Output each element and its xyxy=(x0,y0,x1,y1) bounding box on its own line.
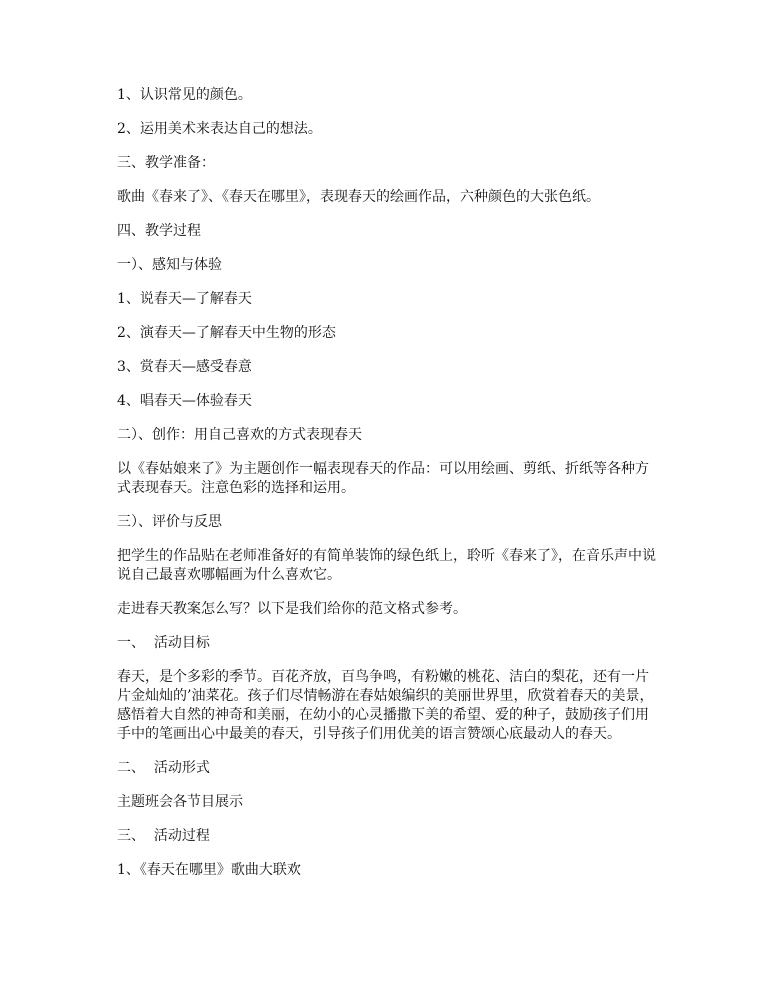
section-heading-activity-form: 二、 活动形式 xyxy=(117,760,210,776)
section-heading-preparation: 三、教学准备： xyxy=(117,155,215,171)
activity-form-text: 主题班会各节目展示 xyxy=(117,794,243,810)
document-page xyxy=(117,86,657,895)
evaluation-text: 把学生的作品贴在老师准备好的有简单装饰的绿色纸上，聆听《春来了》，在音乐声中说说自己最喜欢哪幅画为什么喜欢它。 xyxy=(117,548,656,583)
goal-item-2: 2、运用美术来表达自己的想法。 xyxy=(117,121,322,137)
activity-process-item-1: 1、《春天在哪里》歌曲大联欢 xyxy=(117,862,301,878)
process-item-4: 4、唱春天—体验春天 xyxy=(117,393,252,409)
subsection-heading-perception: 一）、感知与体验 xyxy=(117,257,222,273)
section-heading-activity-process: 三、 活动过程 xyxy=(117,828,210,844)
activity-goal-text: 春天，是个多彩的季节。百花齐放，百鸟争鸣，有粉嫩的桃花、洁白的梨花，还有一片片金灿灿的’油菜花。孩子们尽情畅游在春姑娘编织的美丽世界里，欣赏着春天的美景，感悟着大自然的神奇和美丽，在幼小的心灵播撒下美的希望、爱的种子，鼓励孩子们用手中的笔画出心中最美的春天，引导孩子们用优美的语言赞颂心底最动人的春天。 xyxy=(117,669,654,742)
subsection-heading-creation: 二）、创作：用自己喜欢的方式表现春天 xyxy=(117,427,362,443)
intro-text: 走进春天教案怎么写？以下是我们给你的范文格式参考。 xyxy=(117,601,467,617)
creation-text: 以《春姑娘来了》为主题创作一幅表现春天的作品：可以用绘画、剪纸、折纸等各种方式表现春天。注意色彩的选择和运用。 xyxy=(117,461,649,496)
process-item-3: 3、赏春天—感受春意 xyxy=(117,359,252,375)
section-heading-activity-goal: 一、 活动目标 xyxy=(117,635,210,651)
goal-item-1: 1、认识常见的颜色。 xyxy=(117,87,252,103)
process-item-2: 2、演春天—了解春天中生物的形态 xyxy=(117,325,336,341)
section-heading-process: 四、教学过程 xyxy=(117,223,201,239)
preparation-text: 歌曲《春来了》、《春天在哪里》，表现春天的绘画作品，六种颜色的大张色纸。 xyxy=(117,189,600,205)
subsection-heading-evaluation: 三）、评价与反思 xyxy=(117,514,222,530)
process-item-1: 1、说春天—了解春天 xyxy=(117,291,252,307)
